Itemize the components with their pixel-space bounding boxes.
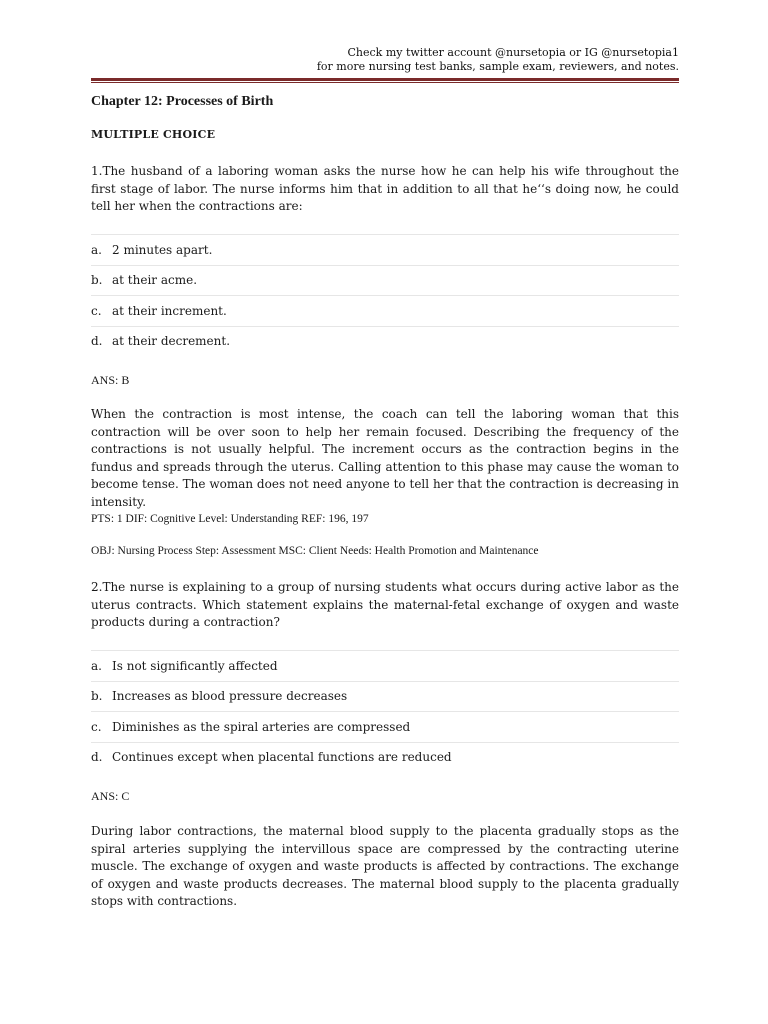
option-letter: b. — [91, 689, 103, 704]
question-2-rationale: During labor contractions, the maternal blood supply to the placenta gradually stops as the spiral arteries supplying the intervillous space are compressed by the contracting uterine muscle. The exchange of oxygen and waste products is affected by contractions. The exchange of oxygen and waste products decreases. The maternal blood supply to the placenta gradually stops with contractions. — [91, 824, 679, 908]
option-letter: d. — [91, 750, 103, 765]
option-text: Diminishes as the spiral arteries are compressed — [112, 719, 411, 734]
question-2-option-d — [91, 742, 679, 773]
question-1-pts: PTS: 1 DIF: Cognitive Level: Understanding REF: 196, 197 — [91, 513, 369, 525]
question-1-obj: OBJ: Nursing Process Step: Assessment MSC: Client Needs: Health Promotion and Maintenance — [91, 545, 539, 557]
header-line-1: Check my twitter account @nursetopia or IG @nursetopia1 — [347, 46, 679, 59]
question-2-option-c — [91, 711, 679, 742]
option-text: Is not significantly affected — [112, 658, 278, 673]
option-text: Continues except when placental functions are reduced — [112, 750, 452, 765]
option-text: at their acme. — [112, 273, 198, 288]
option-letter: b. — [91, 273, 103, 288]
section-title: MULTIPLE CHOICE — [91, 128, 216, 141]
header-line-2: for more nursing test banks, sample exam, reviewers, and notes. — [316, 60, 679, 73]
question-1-option-d — [91, 326, 679, 357]
question-1-stem: 1.The husband of a laboring woman asks the nurse how he can help his wife throughout the first stage of labor. The nurse informs him that in addition to all that he‘‘s doing now, he could tell her when the contractions are: — [91, 164, 679, 213]
option-text: Increases as blood pressure decreases — [112, 689, 348, 704]
question-1-options — [91, 234, 679, 356]
option-letter: a. — [91, 658, 102, 673]
option-text: at their increment. — [112, 303, 227, 318]
page-header — [91, 46, 679, 74]
question-1-option-c — [91, 295, 679, 326]
option-text: at their decrement. — [112, 334, 231, 349]
option-letter: d. — [91, 334, 103, 349]
question-2-option-b — [91, 681, 679, 712]
question-1-option-a — [91, 234, 679, 265]
chapter-title: Chapter 12: Processes of Birth — [91, 94, 274, 109]
question-2-stem: 2.The nurse is explaining to a group of nursing students what occurs during active labor as the uterus contracts. Which statement explains the maternal-fetal exchange of oxygen and waste products during a contraction? — [91, 580, 679, 629]
question-2-answer: ANS: C — [91, 789, 130, 803]
option-text: 2 minutes apart. — [112, 242, 213, 257]
question-2-option-a — [91, 650, 679, 681]
header-divider — [91, 78, 679, 83]
question-1-option-b — [91, 265, 679, 296]
question-1-answer: ANS: B — [91, 373, 130, 387]
option-letter: c. — [91, 719, 102, 734]
option-letter: a. — [91, 242, 102, 257]
question-2-options — [91, 650, 679, 772]
question-1-rationale: When the contraction is most intense, the coach can tell the laboring woman that this contraction will be over soon to help her remain focused. Describing the frequency of the contractions is not usually helpful. The increment occurs as the contraction begins in the fundus and spreads through the uterus. Calling attention to this phase may cause the woman to become tense. The woman does not need anyone to tell her that the contraction is decreasing in intensity. — [91, 407, 679, 509]
option-letter: c. — [91, 303, 102, 318]
